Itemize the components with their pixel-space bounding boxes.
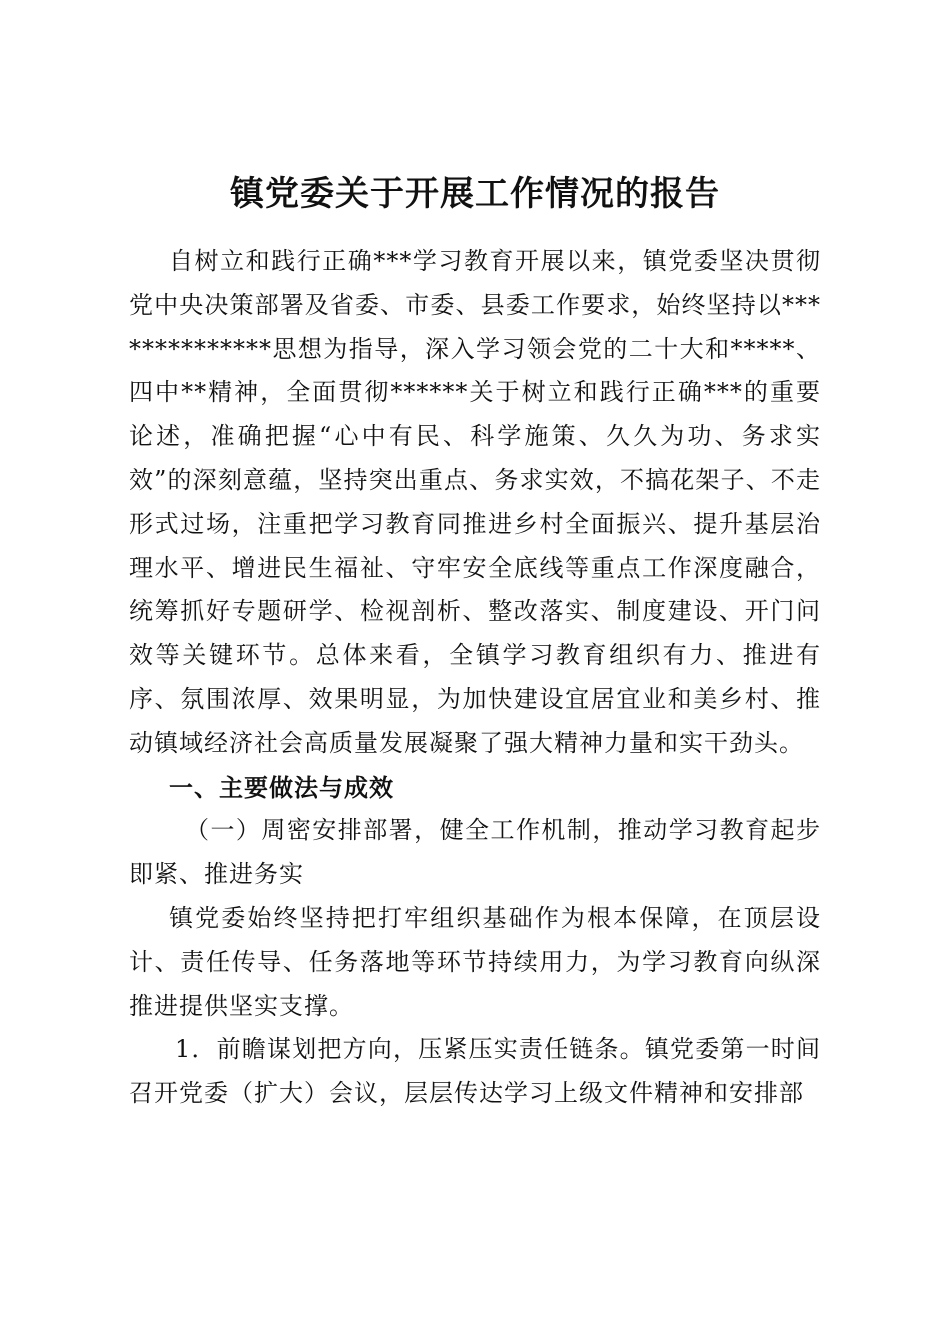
section-heading-main-practices: 一、主要做法与成效 (169, 772, 394, 802)
subsection-heading-deployment: （一）周密安排部署，健全工作机制，推动学习教育起步即紧、推进务实 (129, 816, 821, 889)
document-body (129, 240, 821, 1116)
document-title: 镇党委关于开展工作情况的报告 (230, 174, 720, 214)
numbered-item-1: 1．前瞻谋划把方向，压紧压实责任链条。镇党委第一时间召开党委（扩大）会议，层层传达学习上级文件精神和安排部 (129, 1035, 821, 1108)
subsection-body-paragraph: 镇党委始终坚持把打牢组织基础作为根本保障，在顶层设计、责任传导、任务落地等环节持续用力，为学习教育向纵深推进提供坚实支撑。 (129, 903, 821, 1020)
intro-paragraph: 自树立和践行正确***学习教育开展以来，镇党委坚决贯彻党中央决策部署及省委、市委、县委工作要求，始终坚持以**************思想为指导，深入学习领会党的二十大和*****、四中**精神，全面贯彻******关于树立和践行正确***的重要论述，准确把握“心中有民、科学施策、久久为功、务求实效”的深刻意蕴，坚持突出重点、务求实效，不搞花架子、不走形式过场，注重把学习教育同推进乡村全面振兴、提升基层治理水平、增进民生福祉、守牢安全底线等重点工作深度融合，统筹抓好专题研学、检视剖析、整改落实、制度建设、开门问效等关键环节。总体来看，全镇学习教育组织有力、推进有序、氛围浓厚、效果明显，为加快建设宜居宜业和美乡村、推动镇域经济社会高质量发展凝聚了强大精神力量和实干劲头。 (129, 247, 821, 757)
